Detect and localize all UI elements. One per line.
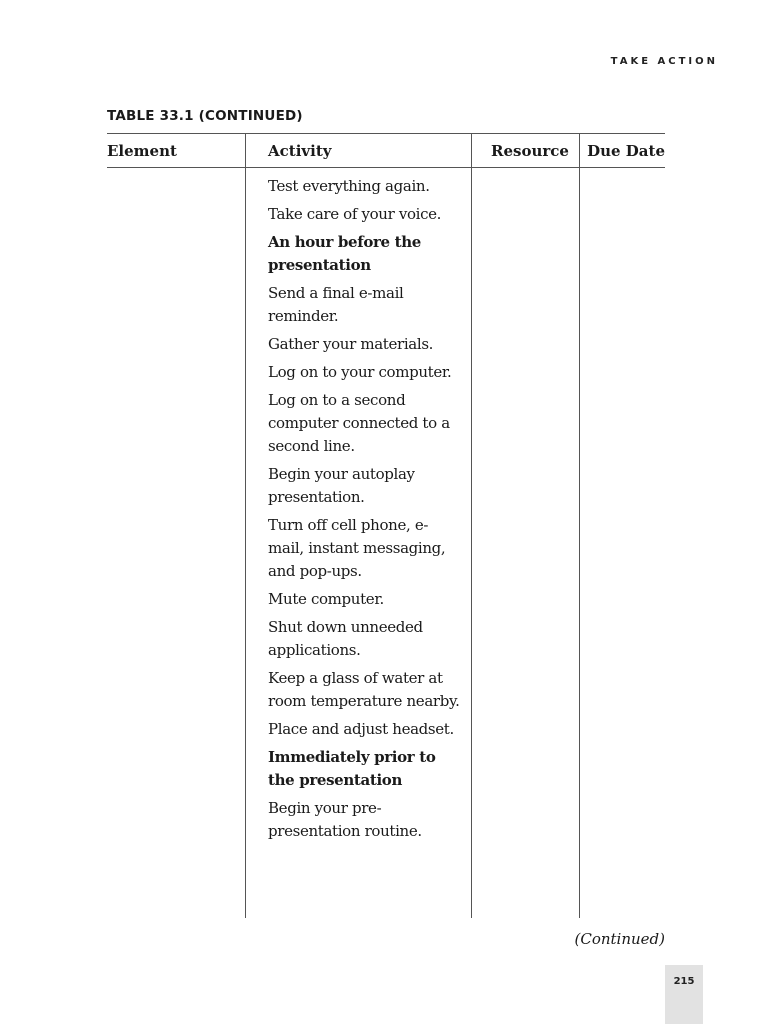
activity-item: Log on to a second computer connected to a second line.	[268, 391, 450, 455]
activity-item: Begin your autoplay presentation.	[268, 465, 415, 506]
activity-item: Keep a glass of water at room temperature nearby.	[268, 669, 460, 710]
activity-item: Shut down unneeded applications.	[268, 618, 423, 659]
column-divider-resource	[579, 133, 580, 918]
column-header-due-date: Due Date	[587, 142, 665, 160]
activity-item: Turn off cell phone, e-mail, instant messaging, and pop-ups.	[268, 516, 446, 580]
running-head: TAKE ACTION	[610, 56, 718, 67]
column-header-activity: Activity	[268, 142, 332, 160]
column-header-element: Element	[107, 142, 177, 160]
table-header-rule	[107, 167, 665, 168]
activity-item: Log on to your computer.	[268, 363, 452, 381]
activity-item: Begin your pre-presentation routine.	[268, 799, 422, 840]
table-caption: TABLE 33.1 (CONTINUED)	[107, 108, 303, 124]
continued-note: (Continued)	[574, 930, 665, 948]
activity-item: Place and adjust headset.	[268, 720, 454, 738]
column-divider-activity	[471, 133, 472, 918]
column-header-resource: Resource	[491, 142, 569, 160]
activity-item: Send a final e-mail reminder.	[268, 284, 404, 325]
page-number: 215	[673, 976, 695, 987]
activity-list	[268, 175, 463, 848]
activity-item: Take care of your voice.	[268, 205, 442, 223]
table-top-rule	[107, 133, 665, 134]
column-divider-element	[245, 133, 246, 918]
activity-item: Gather your materials.	[268, 335, 434, 353]
page-number-tab	[665, 965, 703, 1024]
activity-subheading: Immediately prior to the presentation	[268, 748, 436, 789]
activity-table	[107, 133, 665, 918]
activity-item: Test everything again.	[268, 177, 430, 195]
activity-subheading: An hour before the presentation	[268, 233, 421, 274]
activity-item: Mute computer.	[268, 590, 384, 608]
